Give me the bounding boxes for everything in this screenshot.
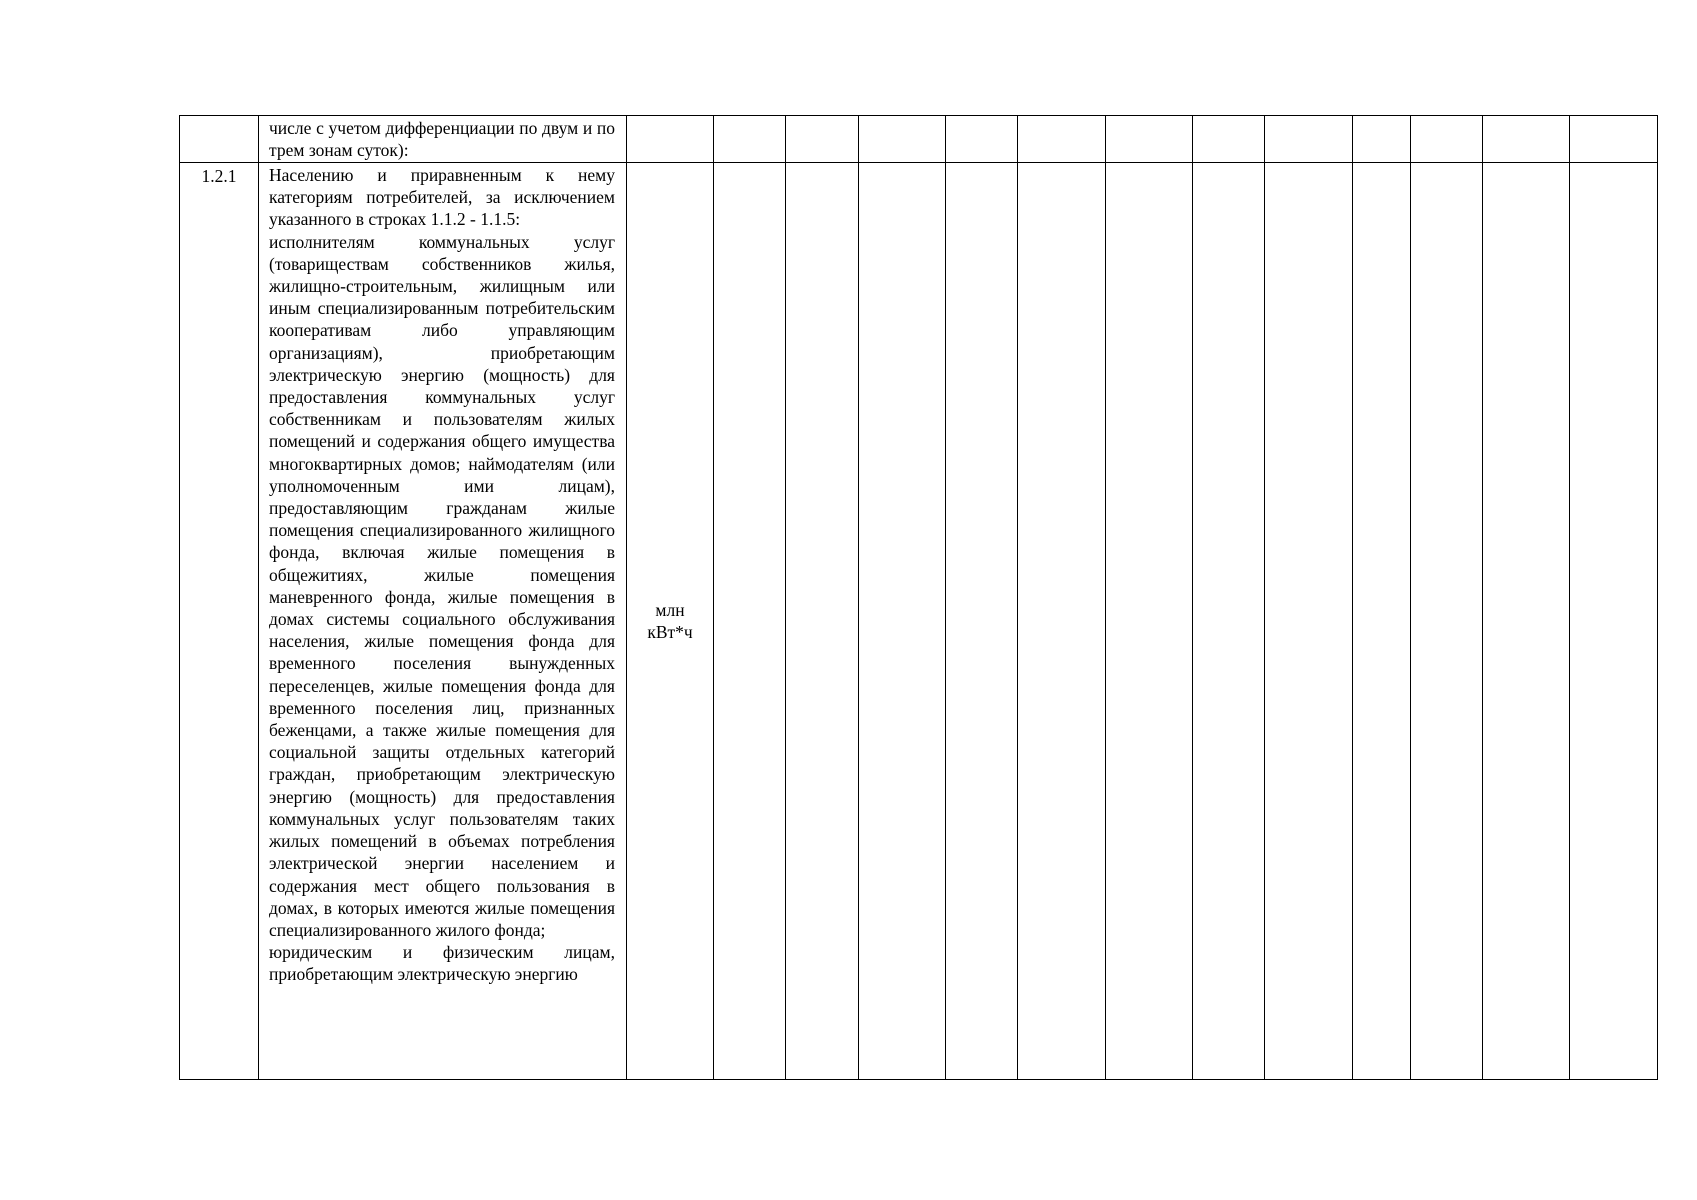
value-cell bbox=[1411, 163, 1483, 1080]
table-row bbox=[180, 163, 1658, 1080]
value-cell bbox=[714, 116, 786, 163]
row-name-paragraph: исполнителям коммунальных услуг (товариществам собственников жилья, жилищно-строительным, жилищным или иным специализированным потребительским кооперативам либо управляющим организациям), приобретающим электрическую энергию (мощность) для предоставления коммунальных услуг собственникам и пользователям жилых помещений и содержания общего имущества многоквартирных домов; наймодателям (или уполномоченным ими лицам), предоставляющим гражданам жилые помещения специализированного жилищного фонда, включая жилые помещения в общежитиях, жилые помещения маневренного фонда, жилые помещения в домах системы социального обслуживания населения, жилые помещения фонда для временного поселения вынужденных переселенцев, жилые помещения фонда для временного поселения лиц, признанных беженцами, а также жилые помещения для социальной защиты отдельных категорий граждан, приобретающим электрическую энергию (мощность) для предоставления коммунальных услуг пользователям таких жилых помещений в объемах потребления электрической энергии населением и содержания мест общего пользования в домах, в которых имеются жилые помещения специализированного жилого фонда; bbox=[269, 231, 615, 940]
value-cell bbox=[1353, 163, 1411, 1080]
value-cell bbox=[946, 116, 1018, 163]
value-cell bbox=[859, 163, 946, 1080]
value-cell bbox=[1106, 163, 1193, 1080]
row-name-paragraph: юридическим и физическим лицам, приобретающим электрическую энергию bbox=[269, 942, 615, 985]
value-cell bbox=[1411, 116, 1483, 163]
unit-line: кВт*ч bbox=[647, 622, 693, 642]
tariff-table bbox=[179, 115, 1658, 1080]
value-cell bbox=[1570, 163, 1658, 1080]
value-cell bbox=[1483, 116, 1570, 163]
unit-cell bbox=[627, 116, 714, 163]
value-cell bbox=[1018, 116, 1106, 163]
value-cell bbox=[786, 163, 859, 1080]
row-number-cell: 1.2.1 bbox=[180, 163, 259, 1080]
value-cell bbox=[786, 116, 859, 163]
value-cell bbox=[1483, 163, 1570, 1080]
unit-cell bbox=[627, 163, 714, 1080]
row-name-paragraph: числе с учетом дифференциации по двум и по трем зонам суток): bbox=[269, 118, 615, 161]
value-cell bbox=[714, 163, 786, 1080]
value-cell bbox=[1193, 116, 1265, 163]
value-cell bbox=[1570, 116, 1658, 163]
value-cell bbox=[1353, 116, 1411, 163]
value-cell bbox=[1018, 163, 1106, 1080]
value-cell bbox=[946, 163, 1018, 1080]
unit-line: млн bbox=[655, 599, 685, 620]
row-name-paragraph: Населению и приравненным к нему категориям потребителей, за исключением указанного в строках 1.1.2 - 1.1.5: bbox=[269, 165, 615, 230]
value-cell bbox=[1193, 163, 1265, 1080]
value-cell bbox=[859, 116, 946, 163]
value-cell bbox=[1265, 163, 1353, 1080]
row-number-cell bbox=[180, 116, 259, 163]
row-name-cell bbox=[259, 116, 627, 163]
value-cell bbox=[1106, 116, 1193, 163]
row-name-cell bbox=[259, 163, 627, 1080]
table-row bbox=[180, 116, 1658, 163]
value-cell bbox=[1265, 116, 1353, 163]
